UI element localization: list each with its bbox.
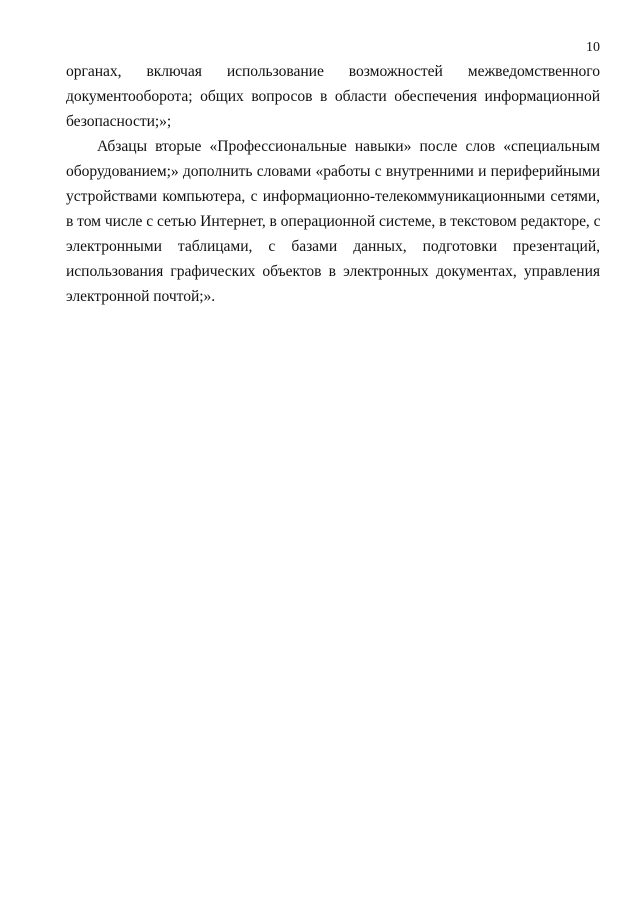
paragraph-1 [66, 59, 600, 134]
text-line: оборудованием;» дополнить словами «работы с внутренними и периферийными [66, 163, 600, 180]
text-line: органах, включая использование возможностей межведомственного [66, 63, 600, 80]
text-line: документооборота; общих вопросов в области обеспечения информационной [66, 88, 600, 105]
text-line: использования графических объектов в электронных документах, управления [66, 263, 600, 280]
text-line: безопасности;»; [66, 113, 172, 130]
text-line: электронными таблицами, с базами данных, подготовки презентаций, [66, 238, 600, 255]
document-body [66, 59, 600, 309]
text-line: устройствами компьютера, с информационно-телекоммуникационными сетями, [66, 188, 600, 205]
text-line: в том числе с сетью Интернет, в операционной системе, в текстовом редакторе, с [66, 213, 601, 230]
text-line: электронной почтой;». [66, 288, 216, 305]
text-line: Абзацы вторые «Профессиональные навыки» после слов «специальным [97, 138, 600, 155]
page-number: 10 [586, 40, 600, 55]
paragraph-2 [66, 134, 600, 309]
